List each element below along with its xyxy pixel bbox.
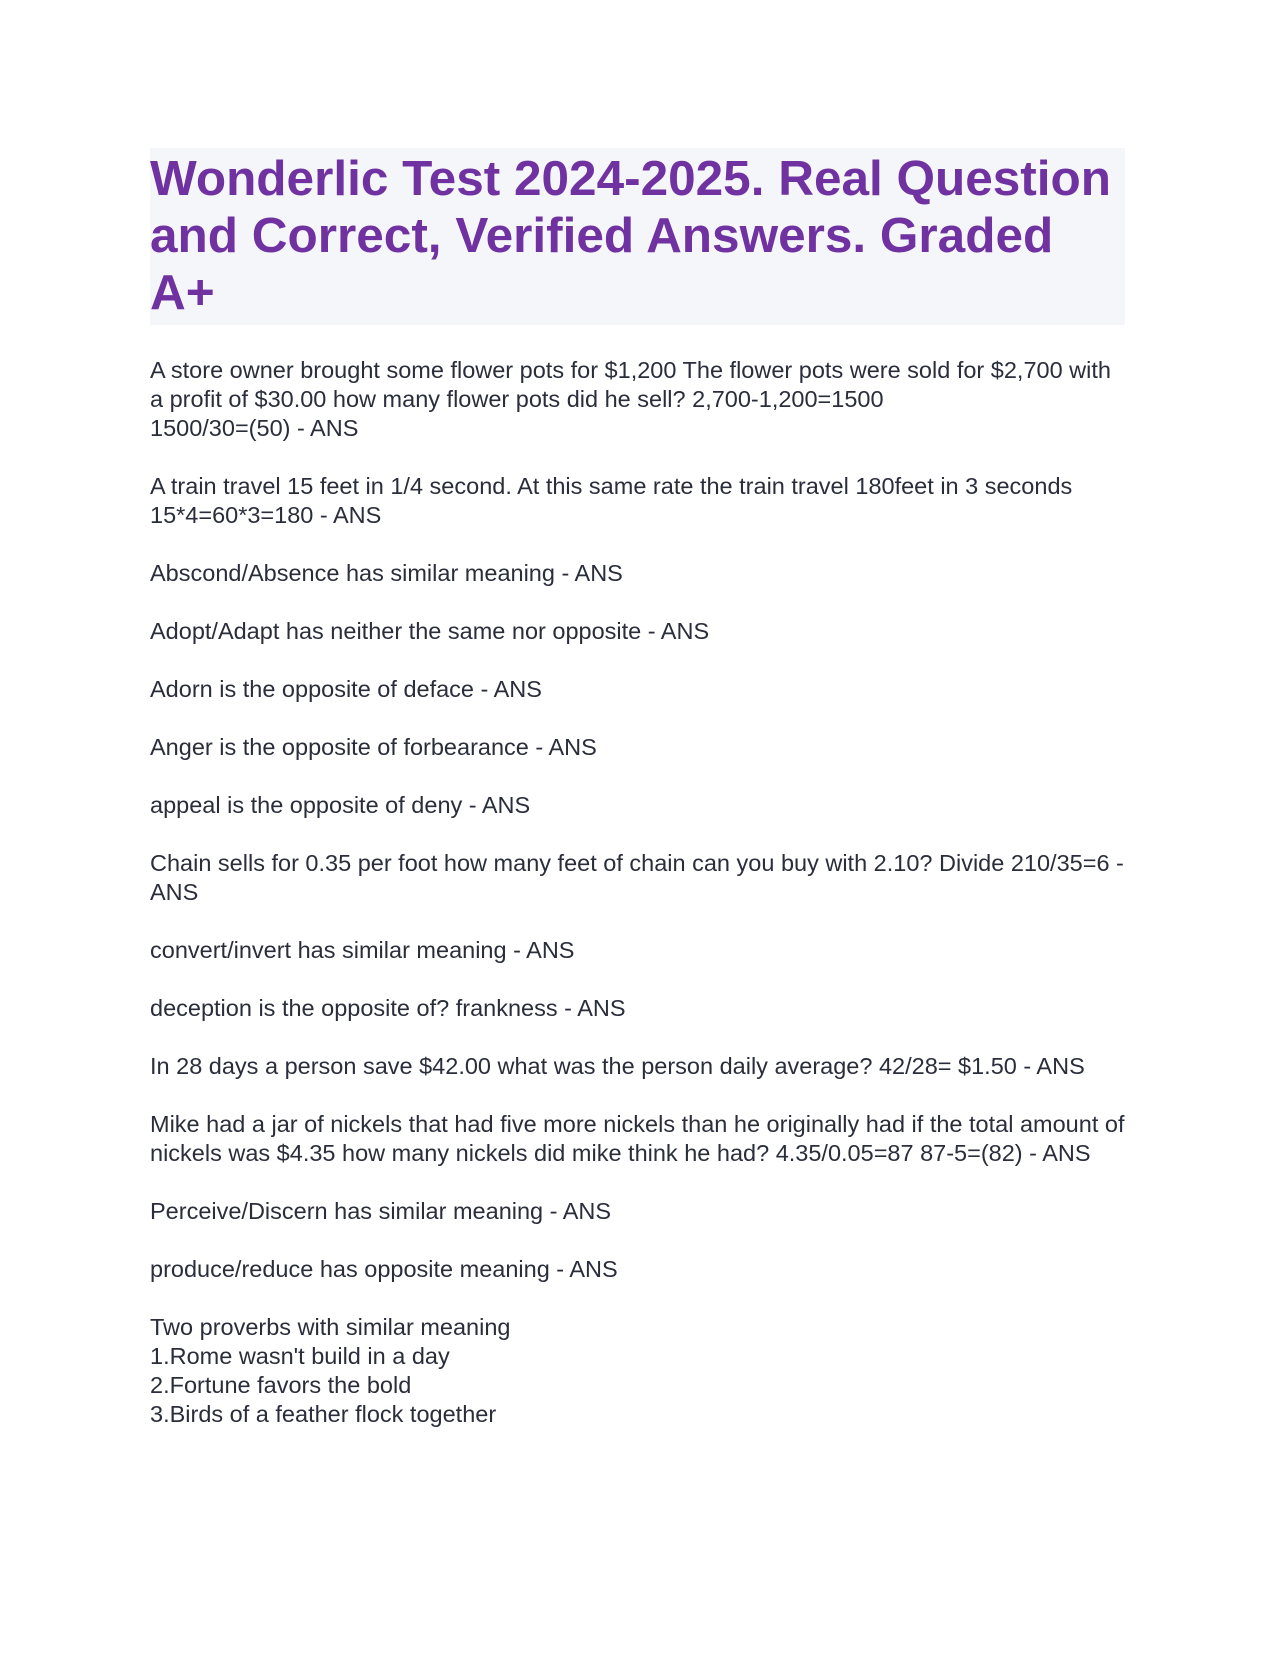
qa-entry: produce/reduce has opposite meaning - ANS <box>150 1256 618 1282</box>
qa-entry: Chain sells for 0.35 per foot how many feet of chain can you buy with 2.10? Divide 210/35=6 - ANS <box>150 850 1124 905</box>
qa-entry: Mike had a jar of nickels that had five more nickels than he originally had if the total amount of nickels was $4.35 how many nickels did mike think he had? 4.35/0.05=87 87-5=(82) - ANS <box>150 1111 1125 1166</box>
qa-entry: deception is the opposite of? frankness - ANS <box>150 995 626 1021</box>
qa-entry: Two proverbs with similar meaning 1.Rome wasn't build in a day 2.Fortune favors the bold 3.Birds of a feather flock together <box>150 1314 511 1427</box>
qa-entry: A train travel 15 feet in 1/4 second. At this same rate the train travel 180feet in 3 seconds 15*4=60*3=180 - ANS <box>150 473 1073 528</box>
qa-entry: Adopt/Adapt has neither the same nor opposite - ANS <box>150 618 710 644</box>
qa-entry: A store owner brought some flower pots for $1,200 The flower pots were sold for $2,700 with a profit of $30.00 how many flower pots did he sell? 2,700-1,200=1500 1500/30=(50) - ANS <box>150 357 1111 441</box>
qa-entry: Adorn is the opposite of deface - ANS <box>150 676 542 702</box>
qa-entry: convert/invert has similar meaning - ANS <box>150 937 575 963</box>
qa-list <box>150 356 1125 1429</box>
document-page <box>150 148 1125 1429</box>
qa-entry: Anger is the opposite of forbearance - ANS <box>150 734 597 760</box>
qa-entry: In 28 days a person save $42.00 what was the person daily average? 42/28= $1.50 - ANS <box>150 1053 1085 1079</box>
document-title: Wonderlic Test 2024-2025. Real Question and Correct, Verified Answers. Graded A+ <box>150 151 1112 320</box>
qa-entry: Abscond/Absence has similar meaning - ANS <box>150 560 623 586</box>
title-banner <box>150 148 1125 325</box>
qa-entry: Perceive/Discern has similar meaning - ANS <box>150 1198 612 1224</box>
qa-entry: appeal is the opposite of deny - ANS <box>150 792 531 818</box>
